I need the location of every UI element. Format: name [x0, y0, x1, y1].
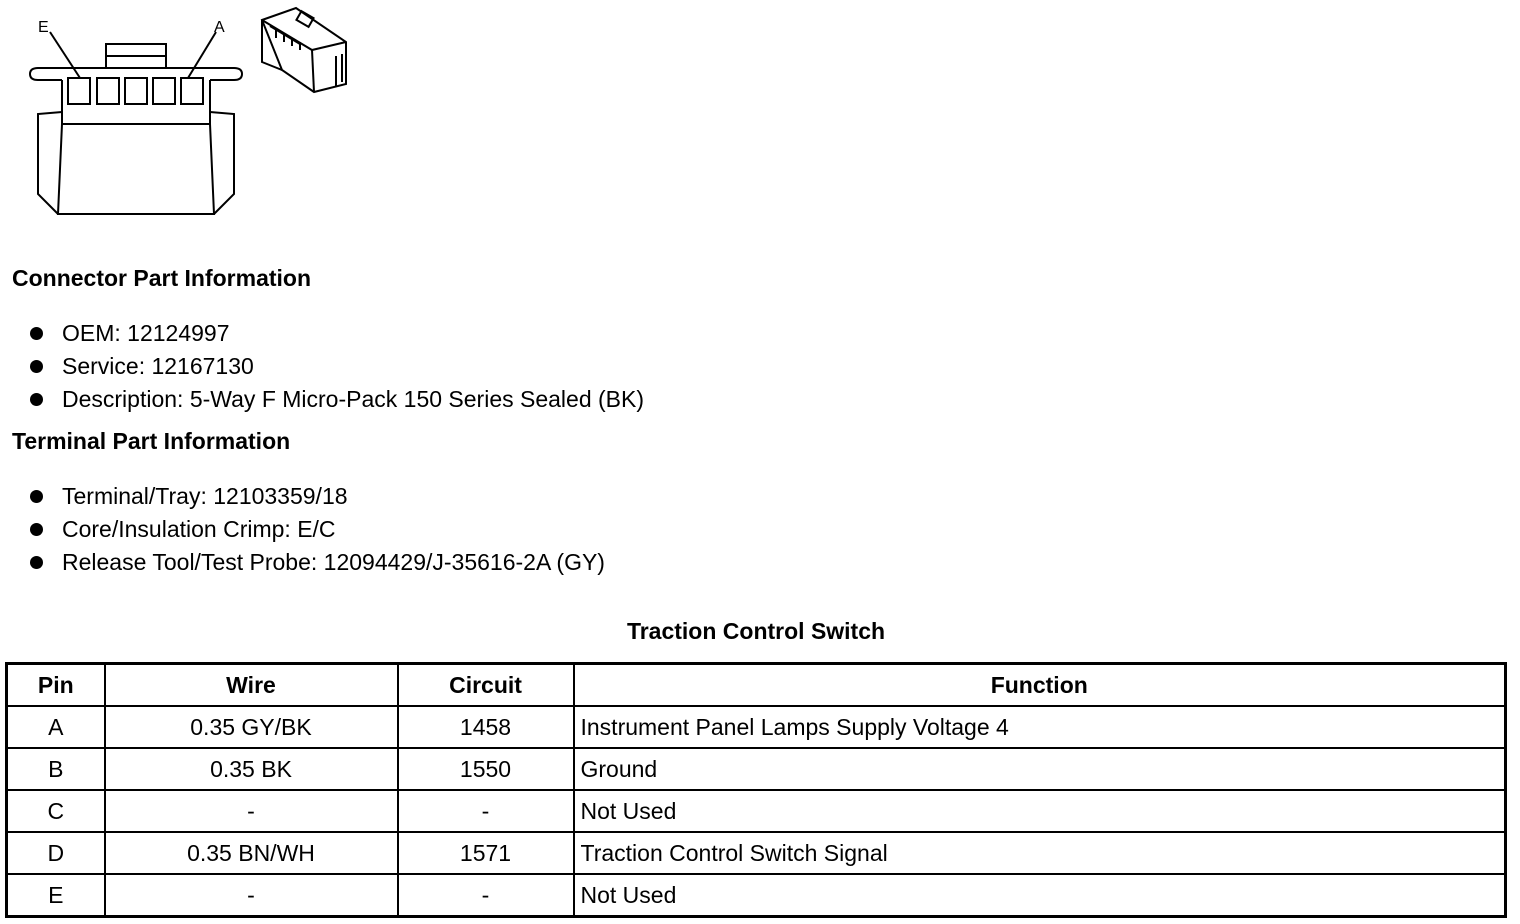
- cell-pin: A: [7, 706, 105, 748]
- bullet-icon: [30, 327, 43, 340]
- table-row: [7, 790, 1506, 832]
- cell-wire: 0.35 GY/BK: [105, 706, 398, 748]
- cell-function: Ground: [574, 748, 1506, 790]
- pin-label-a: A: [214, 19, 225, 36]
- bullet-icon: [30, 556, 43, 569]
- table-title: Traction Control Switch: [626, 618, 886, 644]
- table-row: [7, 832, 1506, 874]
- cell-circuit: -: [398, 874, 574, 917]
- bullet-icon: [30, 360, 43, 373]
- terminal-info-list: [28, 480, 605, 579]
- cell-function: Not Used: [574, 790, 1506, 832]
- bullet-icon: [30, 523, 43, 536]
- cell-function: Instrument Panel Lamps Supply Voltage 4: [574, 706, 1506, 748]
- pinout-table: [5, 662, 1507, 918]
- table-row: [7, 874, 1506, 917]
- table-row: [7, 748, 1506, 790]
- connector-info-heading: Connector Part Information: [12, 265, 312, 291]
- cell-wire: -: [105, 790, 398, 832]
- list-item: Release Tool/Test Probe: 12094429/J-35616-2A (GY): [28, 546, 605, 579]
- cell-function: Not Used: [574, 874, 1506, 917]
- header-pin: Pin: [7, 664, 105, 707]
- header-function: Function: [574, 664, 1506, 707]
- list-item: Terminal/Tray: 12103359/18: [28, 480, 605, 513]
- header-circuit: Circuit: [398, 664, 574, 707]
- cell-wire: 0.35 BN/WH: [105, 832, 398, 874]
- table-header-row: [7, 664, 1506, 707]
- connector-diagram: [0, 0, 380, 225]
- cell-circuit: -: [398, 790, 574, 832]
- cell-function: Traction Control Switch Signal: [574, 832, 1506, 874]
- list-item: OEM: 12124997: [28, 317, 644, 350]
- cell-pin: C: [7, 790, 105, 832]
- list-item: Description: 5-Way F Micro-Pack 150 Series Sealed (BK): [28, 383, 644, 416]
- cell-pin: D: [7, 832, 105, 874]
- cell-wire: -: [105, 874, 398, 917]
- cell-circuit: 1458: [398, 706, 574, 748]
- header-wire: Wire: [105, 664, 398, 707]
- cell-pin: E: [7, 874, 105, 917]
- list-item: Service: 12167130: [28, 350, 644, 383]
- pin-label-e: E: [38, 19, 49, 36]
- cell-wire: 0.35 BK: [105, 748, 398, 790]
- list-item: Core/Insulation Crimp: E/C: [28, 513, 605, 546]
- bullet-icon: [30, 393, 43, 406]
- bullet-icon: [30, 490, 43, 503]
- table-row: [7, 706, 1506, 748]
- terminal-info-heading: Terminal Part Information: [12, 428, 291, 454]
- cell-circuit: 1550: [398, 748, 574, 790]
- cell-pin: B: [7, 748, 105, 790]
- cell-circuit: 1571: [398, 832, 574, 874]
- connector-info-list: [28, 317, 644, 416]
